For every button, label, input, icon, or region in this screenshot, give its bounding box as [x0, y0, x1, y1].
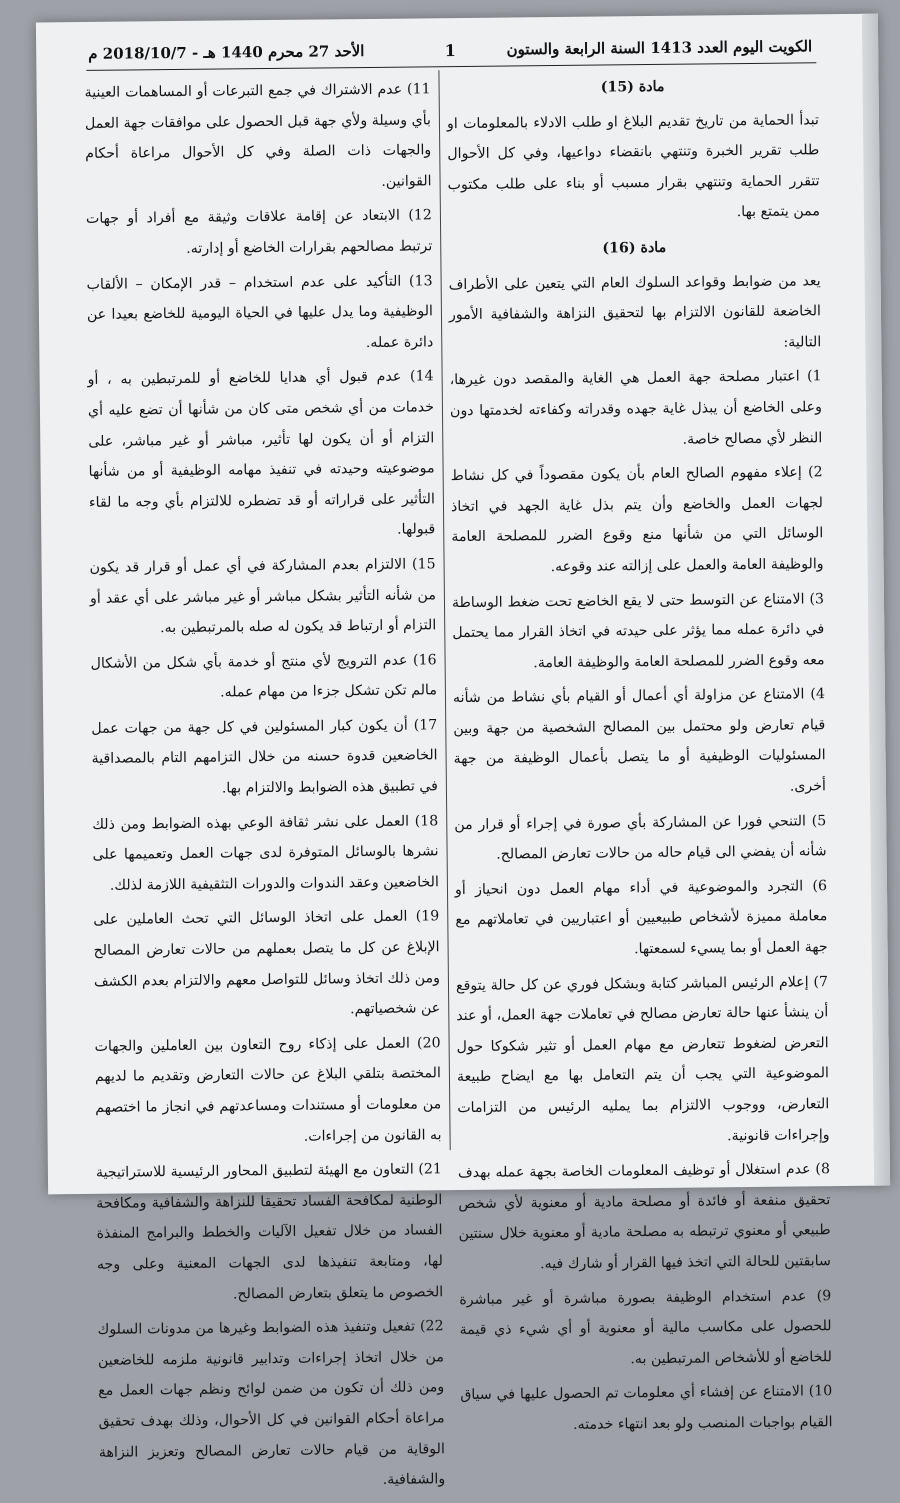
article-paragraph: 15) الالتزام بعدم المشاركة في أي عمل أو قرار قد يكون من شأنه التأثير بشكل مباشر أو غير مباشر على أي عقد أو التزام أو ارتباط قد يكون له صله بالمرتبطين به. — [89, 556, 437, 637]
article-paragraph: 5) التنحي فورا عن المشاركة بأي صورة في إجراء أو قرار من شأنه أن يفضي الى قيام حاله من حالات تعارض المصالح. — [454, 812, 827, 863]
article-paragraph: 13) التأكيد على عدم استخدام – قدر الإمكان – الألقاب الوظيفية وما يدل عليها في الحياة اليومية للخاضع بعيدا عن دائرة عمله. — [86, 272, 434, 351]
header-date: الأحد 27 محرم 1440 هـ - 2018/10/7 م — [88, 42, 365, 63]
article-paragraph: 22) تفعيل وتنفيذ هذه الضوابط وغيرها من مدونات السلوك من خلال اتخاذ إجراءات وتدابير قانونية ملزمه للخاضعين ومن ذلك أن تكون من ضمن لوائح ونظم جهات العمل مع مراعاة أحكام القوانين في كل الأحوال، وذلك بهدف تحقيق الوقاية من قيام حالات تعارض المصالح وتعزيز النزاهة والشفافية. — [97, 1318, 446, 1489]
article-paragraph: 17) أن يكون كبار المسئولين في كل جهة من جهات عمل الخاضعين قدوة حسنه من خلال التزامهم التام بالمصداقية في تطبيق هذه الضوابط والالتزام بها. — [91, 717, 438, 797]
article-paragraph: 11) عدم الاشتراك في جمع التبرعات أو المساهمات العينية بأي وسيلة ولأي جهة قبل الحصول على موافقات جهة العمل والجهات ذات الصلة وفي كل الأحوال مراعاة أحكام القوانين. — [84, 81, 432, 190]
article-paragraph: 10) الامتناع عن إفشاء أي معلومات تم الحصول عليها في سياق القيام بواجبات المنصب ولو بعد انتهاء خدمته. — [460, 1383, 833, 1433]
article-paragraph: 8) عدم استغلال أو توظيف المعلومات الخاصة بجهة عمله بهدف تحقيق منفعة أو فائدة أو مصلحة مادية أو معنوية لأي شخص طبيعي أو معنوي ترتبطه به مصلحة مادية أو معنوية خلال سنتين سابقتين للحالة التي اتخذ فيها القرار أو شارك فيه. — [457, 1161, 831, 1273]
article-paragraph: 7) إعلام الرئيس المباشر كتابة وبشكل فوري عن كل حالة يتوقع أن ينشأ عنها حالة تعارض مصالح في تعاملات جهة العمل، أو عند التعرض لضغوط تتعارض مع مهام العمل أو تثير شكوكا حول الموضوعية التي يجب أن يتم التعامل بها مع ايضاح طبيعة التعارض، ووجوب الالتزام بما يمليه الرئيس من التزامات وإجراءات قانونية. — [455, 973, 830, 1144]
page-edge — [862, 14, 890, 1186]
page-number: 1 — [444, 40, 456, 60]
right-column — [446, 70, 832, 1445]
article-paragraph: تبدأ الحماية من تاريخ تقديم البلاغ او طلب الادلاء بالمعلومات او طلب تقرير الخبرة وتنتهي بانقضاء دواعيها، وفي كل الأحوال تتقرر الحماية وتنتهي بقرار مسبب أو بناء على طلب مكتوب ممن يتمتع بها. — [446, 111, 820, 221]
article-paragraph: 12) الابتعاد عن إقامة علاقات وثيقة مع أفراد أو جهات ترتبط مصالحهم بقرارات الخاضع أو إدارته. — [85, 207, 433, 257]
article-heading: مادة (15) — [600, 78, 665, 96]
article-paragraph: 9) عدم استخدام الوظيفة بصورة مباشرة أو غير مباشرة للحصول على مكاسب مالية أو معنوية أو أي شيء ذي قيمة للخاضع أو للأشخاص المرتبطين به. — [459, 1287, 832, 1368]
article-paragraph: 2) إعلاء مفهوم الصالح العام بأن يكون مقصوداً في كل نشاط لجهات العمل والخاضع وأن يتم بذل غاية الجهد في اتخاذ الوسائل التي من شأنها منع وقوع الضرر للمصلحة العامة والوظيفة العامة والعمل على إزالته عند وقوعه. — [450, 464, 824, 575]
article-paragraph: 19) العمل على اتخاذ الوسائل التي تحث العاملين على الإبلاغ عن كل ما يتصل بعملهم من حالات تعارض المصالح ومن ذلك اتخاذ وسائل للتواصل معهم والالتزام بعدم الكشف عن شخصياتهم. — [93, 908, 441, 1018]
newspaper-page — [36, 14, 890, 1489]
article-paragraph: 4) الامتناع عن مزاولة أي أعمال أو القيام بأي نشاط من شأنه قيام تعارض ولو محتمل بين المصالح الشخصية من جهة وبين المسئوليات الوظيفية أو ما يتصل بأعمال الوظيفة من جهة أخرى. — [452, 686, 827, 795]
article-paragraph: 16) عدم الترويج لأي منتج أو خدمة بأي شكل من الأشكال مالم تكن تشكل جزءا من مهام عمله. — [90, 651, 437, 701]
article-paragraph: 18) العمل على نشر ثقافة الوعي بهذه الضوابط ومن ذلك نشرها بالوسائل المتوفرة لدى جهات العمل وتعميمها على الخاضعين وعقد الندوات والدورات التثقيفية اللازمة لذلك. — [92, 812, 439, 894]
article-heading: مادة (16) — [602, 239, 667, 257]
article-paragraph: 6) التجرد والموضوعية في أداء مهام العمل دون انحياز أو معاملة مميزة لأشخاص طبيعيين أو اعتباريين في تعاملاتهم مع جهة العمل أو بما يسيء لسمعتها. — [454, 878, 828, 958]
article-paragraph: يعد من ضوابط وقواعد السلوك العام التي يتعين على الأطراف الخاضعة للقانون الالتزام بها لتحقيق النزاهة والشفافية الأمور التالية: — [448, 272, 822, 351]
header-issue-info: الكويت اليوم العدد 1413 السنة الرابعة والستون — [506, 37, 813, 59]
article-paragraph: 21) التعاون مع الهيئة لتطبيق المحاور الرئيسية للاستراتيجية الوطنية لمكافحة الفساد تحقيقا للنزاهة والشفافية ومكافحة الفساد من خلال تفعيل الآليات والخطط والبرامج المنفذة لها، ومتابعة تنفيذها لدى الجهات المعنية وعلى وجه الخصوص ما يتعلق بتعارض المصالح. — [95, 1161, 444, 1303]
article-paragraph: 1) اعتبار مصلحة جهة العمل هي الغاية والمقصد دون غيرها، وعلى الخاضع أن يبذل غاية جهده وقدراته وكفاءته لخدمتها دون النظر لأي مصالح خاصة. — [449, 368, 823, 448]
article-paragraph: 20) العمل على إذكاء روح التعاون بين العاملين والجهات المختصة بتلقي البلاغ عن حالات التعارض وتقديم ما لديهم من معلومات أو مستندات ومساعدتهم في انجاز ما اختصهم به القانون من إجراءات. — [94, 1035, 442, 1145]
left-column — [84, 74, 445, 1502]
article-paragraph: 14) عدم قبول أي هدايا للخاضع أو للمرتبطين به ، أو خدمات من أي شخص متى كان من شأنها أن تضع عليه أي التزام أو أن يكون لها تأثير، مباشر أو غير مباشر، على موضوعيته وحيدته في تنفيذ مهامه الوظيفية أو من شأنها التأثير على قراراته أو قد تضطره للالتزام بأي وجه ما لقاء قبولها. — [87, 368, 436, 538]
article-paragraph: 3) الامتناع عن التوسط حتى لا يقع الخاضع تحت ضغط الوساطة في دائرة عمله مما يؤثر على حيدته في اتخاذ القرار مما يحتمل معه وقوع الضرر للمصلحة العامة والوظيفة العامة. — [451, 590, 825, 671]
